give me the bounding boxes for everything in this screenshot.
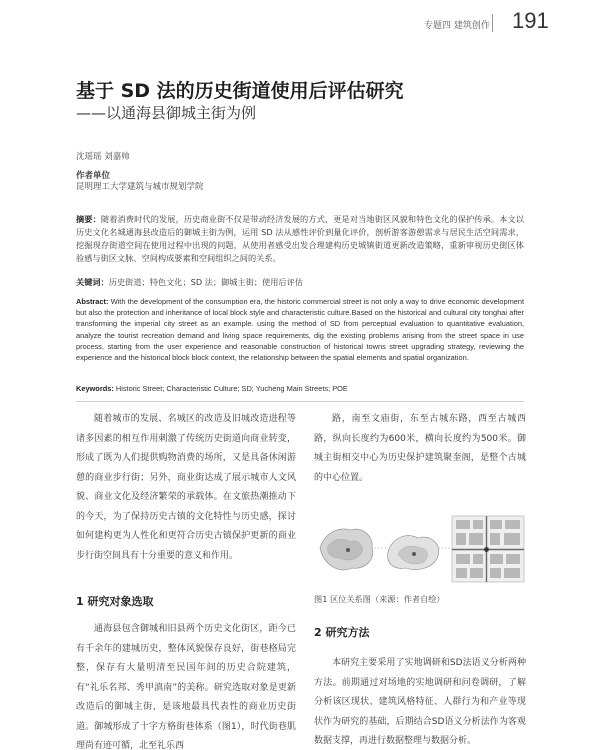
regional-map [320,529,373,570]
section-1-paragraph: 通海县包含御城和旧县两个历史文化街区，距今已有千余年的建城历史，整体风貌保存良好，街巷格局完整，保存有大量明清至民国年间的历史合院建筑，有“礼乐名邦、秀甲滇南”的美称。研究选取对象是更新改造后的御城主街，是该地最具代表性的商业历史街道。御城形成了十字方格街巷体系（图1），时代街巷肌理尚有迹可循，北至礼乐西 [76,624,296,750]
keywords-english [76,384,524,393]
section-2-heading: 2 研究方法 [314,626,370,639]
abstract-cn-text: 随着消费时代的发展，历史商业街不仅是带动经济发展的方式，更是对当地街区风貌和特色文化的保护传承。本文以历史文化名城通海县改造后的御城主街为例，运用 SD 法从感性评价到量化评价，剖析游客游憩需求与居民生活空间需求，挖掘现存街道空间在使用过程中出现的问题，从使用者感受出发合理建构历史城镇街道更新改造策略，重新审视历史街区体验感与街区文脉、空间构成要素和空间组织之间的关系。 [76,214,524,263]
section-divider [76,401,524,402]
affiliation-heading: 作者单位 [76,171,111,181]
keywords-cn-label: 关键词： [76,277,109,287]
keywords-chinese [76,277,524,288]
keywords-cn-text: 历史街道；特色文化；SD 法；御城主街；使用后评估 [108,277,303,287]
county-map [388,536,439,570]
figure-1-caption: 图1 区位关系图（来源：作者自绘） [314,594,445,604]
keywords-en-text: Historic Street; Characteristic Culture; SD; Yucheng Main Streets; POE [115,384,348,393]
author-names: 沈瑶瑶 刘嘉帅 [76,152,130,162]
abstract-en-text: With the development of the consumption era, the historic commercial street is not only a way to drive economic development but also the protection and inheritance of local block style and characteristic culture.Based on the historical and cultural city tonghai after transforming the imperial city street as an example. using the method of SD from perceptual evaluation to quantitative evaluation, analyze the tourist recreation demand and living space requirements, dig the existing problems arising from the street space in use process, starting from the user experience and reasonable construction of historical towns street upgrading strategy, reviewing the experience and the historical block block context, the relationship between the spatial elements and spatial organization. [76,297,524,363]
abstract-en-label: Abstract: [76,297,109,306]
abstract-cn-label: 摘要： [76,214,101,224]
abstract-english [76,296,524,363]
intro-paragraph: 随着城市的发展、名城区的改造及旧城改造进程等诸多因素的相互作用刺激了传统历史街道向商业转变，形成了既为人们提供购物消费的场所，又是具备休闲游憩的商业步行街；另外，商业街达成了展示城市人文风貌、商业文化及经济繁荣的承载体。在文旅热潮推动下的今天，为了保持历史古镇的文化特性与历史感，探讨如何建构更为人性化和更符合历史古镇保护更新的商业步行街空间具有十分重要的意义和作用。 [76,414,296,561]
location-map-figure [314,508,526,584]
section-2-paragraph: 本研究主要采用了实地调研和SD法语义分析两种方法。前期通过对场地的实地调研和问卷调研，了解分析该区现状、建筑风格特征、人群行为和产业等现状作为研究的基础，后期结合SD语义分析法作为客观数据支撑，再进行数据整理与数据分析。 [314,658,526,746]
page-number: 191 [512,8,549,33]
keywords-en-label: Keywords: [76,384,114,393]
abstract-chinese [76,213,524,265]
location-map-graphic [314,508,526,584]
section-1-heading: 1 研究对象选取 [76,595,154,608]
affiliation-text: 昆明理工大学建筑与城市规划学院 [76,182,204,192]
article-subtitle: ——以通海县御城主街为例 [76,104,257,122]
header-divider [492,14,493,32]
right-column-paragraph: 路，南至文庙街，东至古城东路，西至古城西路，纵向长度约为600米，横向长度约为500米。御城主街相交中心为历史保护建筑聚奎阁，是整个古城的中心位置。 [314,414,526,483]
page-header [0,8,600,38]
article-title: 基于 SD 法的历史街道使用后评估研究 [76,80,404,102]
running-header-section: 专题四 建筑创作 [424,21,490,31]
town-block-map [452,516,524,582]
